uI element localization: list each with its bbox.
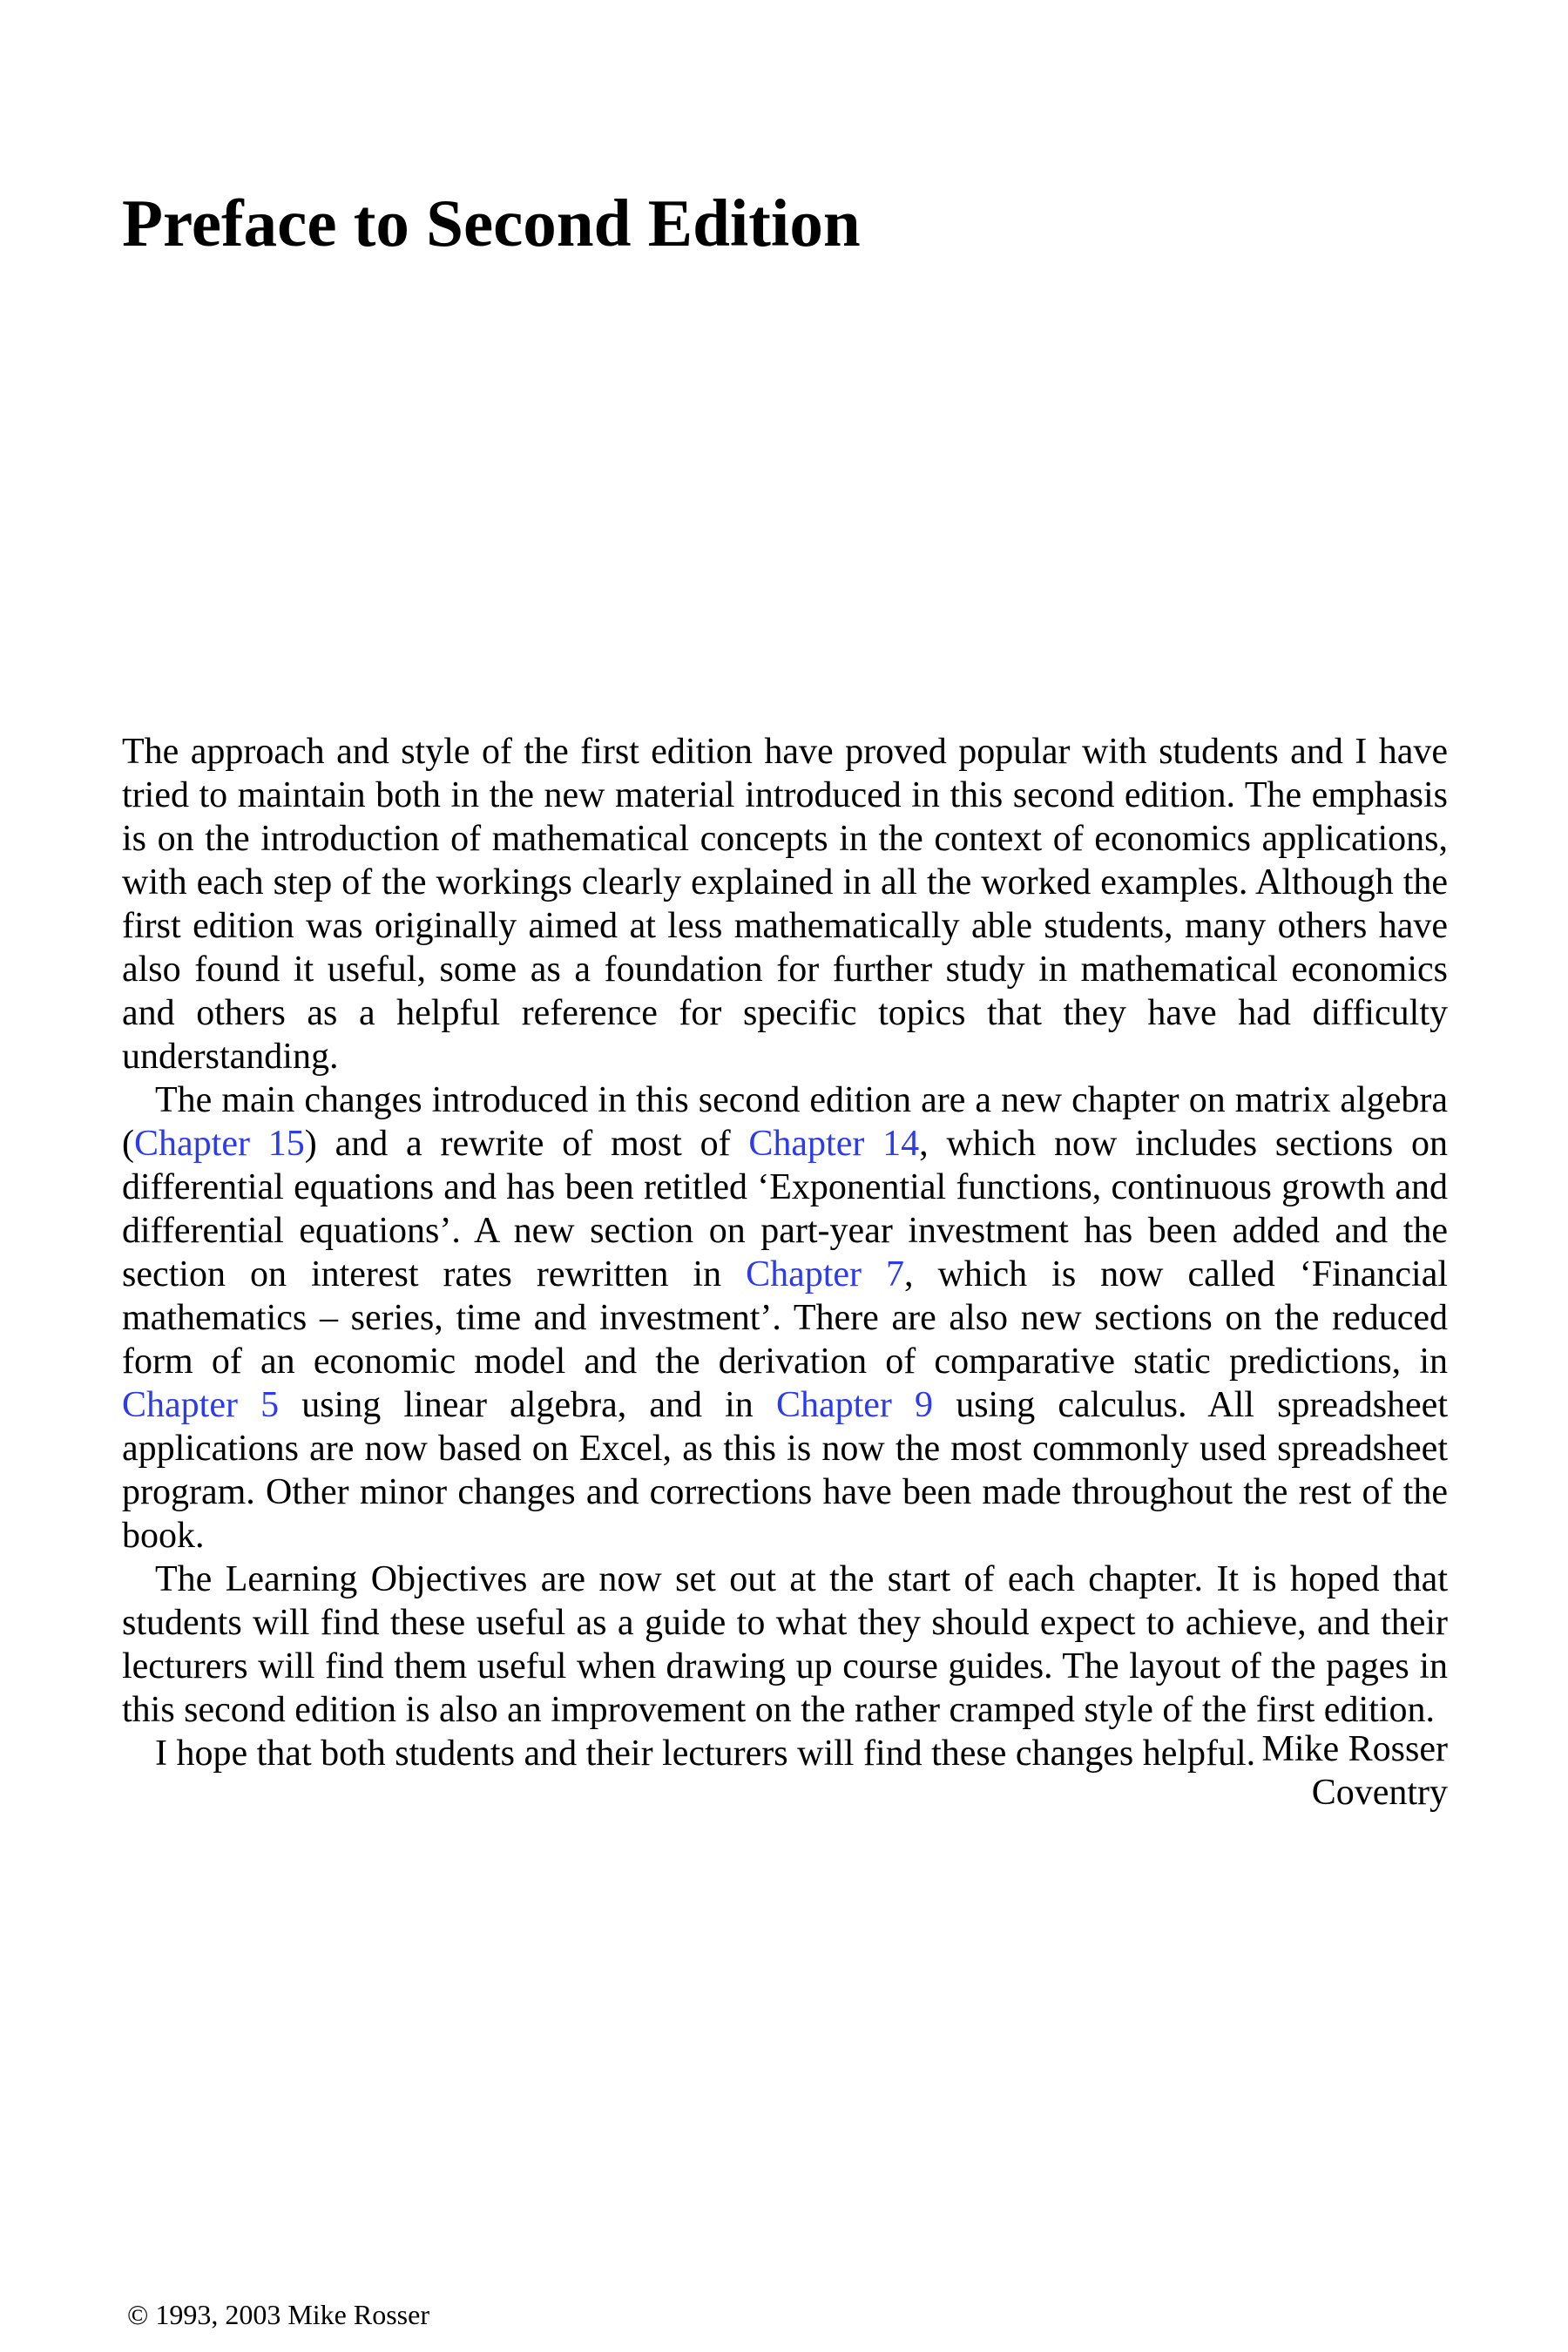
signature-block — [1262, 1727, 1449, 1815]
signature-name: Mike Rosser — [1261, 1729, 1448, 1769]
text-segment: The Learning Objectives are now set out at the start of each chapter. It is hoped that students will find these useful as a guide to what they should expect to achieve, and their lecturers will find them useful when drawing up course guides. The layout of the pages in this second edition is also an improvement on the rather cramped style of the first edition. — [122, 1559, 1448, 1730]
paragraph — [122, 1558, 1448, 1732]
text-segment: , which is now called ‘Financial mathematics – series, time and investment’. There are also new sections on the reduced form of an economic model and the derivation of comparative static predictions, in — [122, 1254, 1449, 1382]
signature-location: Coventry — [1311, 1773, 1448, 1813]
text-segment: , which now includes sections on differential equations and has been retitled ‘Exponential functions, continuous growth and differential equations’. A new section on part-year investment has been added and the section on interest rates rewritten in — [122, 1124, 1449, 1294]
chapter-link[interactable]: Chapter 14 — [748, 1124, 920, 1164]
paragraph — [122, 1078, 1448, 1558]
chapter-link[interactable]: Chapter 7 — [746, 1254, 905, 1294]
chapter-link[interactable]: Chapter 9 — [775, 1385, 934, 1425]
copyright-notice: © 1993, 2003 Mike Rosser — [127, 2299, 429, 2330]
text-segment: using calculus. All spreadsheet applications are now based on Excel, as this is now the most commonly used spreadsheet program. Other minor changes and corrections have been made throughout the rest of the book. — [122, 1385, 1448, 1556]
chapter-link[interactable]: Chapter 5 — [122, 1385, 280, 1425]
chapter-link[interactable]: Chapter 15 — [134, 1124, 305, 1164]
text-segment: ) and a rewrite of most of — [304, 1124, 749, 1164]
text-segment: I hope that both students and their lecturers will find these changes helpful. — [155, 1734, 1256, 1774]
paragraph — [122, 730, 1448, 1078]
page-title: Preface to Second Edition — [122, 186, 861, 260]
text-segment: The main changes introduced in this second edition are a new chapter on matrix algebra ( — [122, 1080, 1448, 1164]
preface-body — [122, 730, 1448, 1775]
text-segment: using linear algebra, and in — [279, 1385, 776, 1425]
paragraph — [122, 1732, 1448, 1775]
text-segment: The approach and style of the first edition have proved popular with students and I have tried to maintain both in the new material introduced in this second edition. The emphasis is on the introduction of mathematical concepts in the context of economics applications, with each step of the workings clearly explained in all the worked examples. Although the first edition was originally aimed at less mathematically able students, many others have also found it useful, some as a foundation for further study in mathematical economics and others as a helpful reference for specific topics that they have had difficulty understanding. — [122, 732, 1448, 1077]
